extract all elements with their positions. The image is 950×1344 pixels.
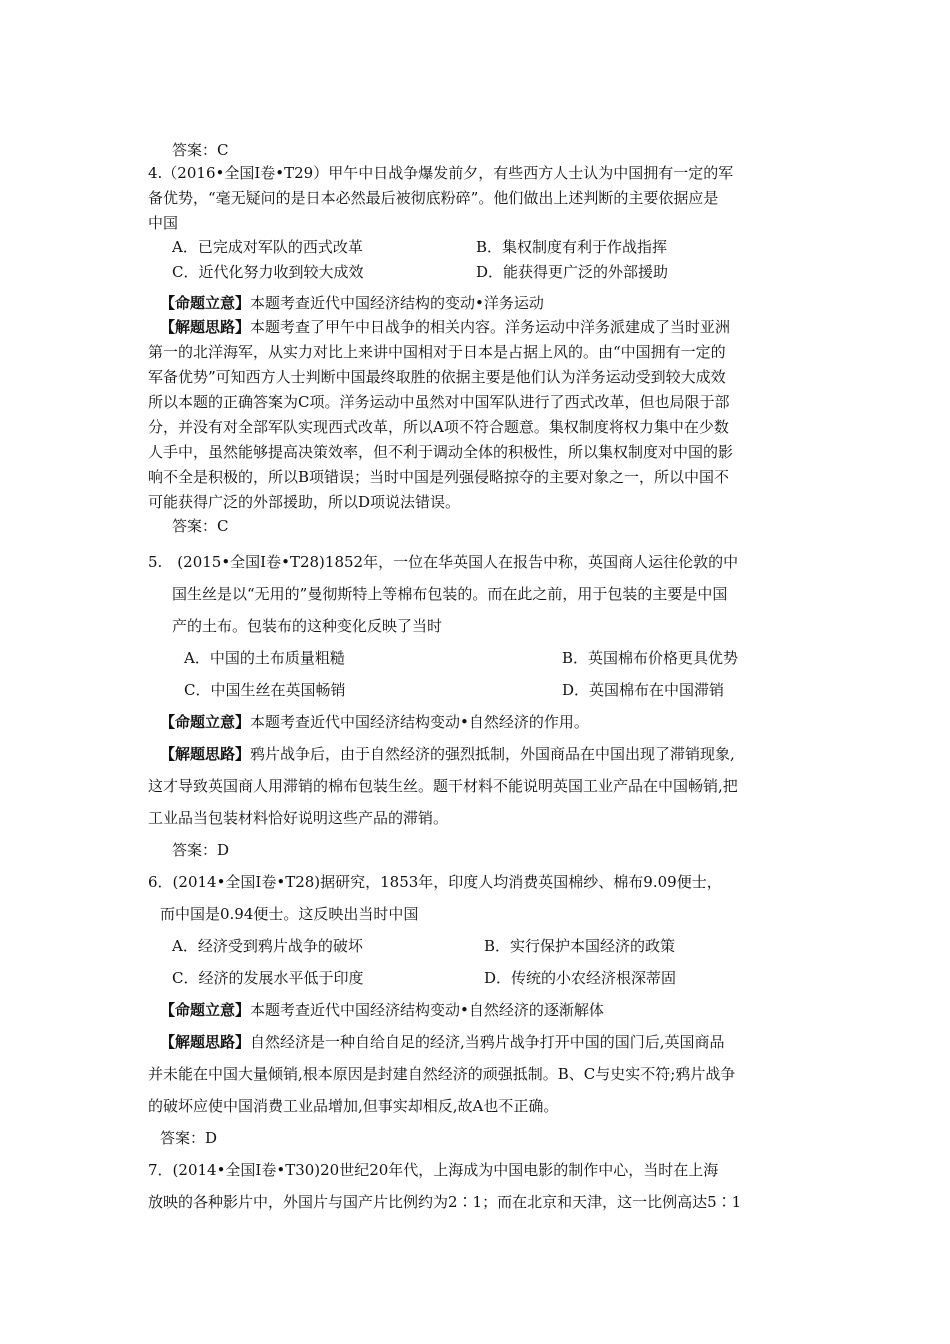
q4-stem-line: 备优势，“毫无疑问的是日本必然最后被彻底粉碎”。他们做出上述判断的主要依据应是 [148, 189, 719, 207]
q4-option-a: A．已完成对军队的西式改革 [172, 238, 363, 256]
q6-stem-line: 而中国是0.94便士。这反映出当时中国 [160, 905, 419, 923]
q4-thinking-line: 军备优势”可知西方人士判断中国最终取胜的依据主要是他们认为洋务运动受到较大成效 [148, 368, 726, 386]
q5-answer: 答案：D [172, 841, 230, 859]
q6-option-a: A．经济受到鸦片战争的破坏 [172, 937, 363, 955]
q7-stem-line: 7．(2014•全国Ⅰ卷•T30)20世纪20年代，上海成为中国电影的制作中心，当时在上海 [148, 1161, 719, 1179]
q4-thinking-line: 人手中，虽然能够提高决策效率，但不利于调动全体的积极性，所以集权制度对中国的影 [148, 443, 734, 461]
q6-option-d: D．传统的小农经济根深蒂固 [484, 969, 677, 987]
q4-thinking-line: 可能获得广泛的外部援助，所以D项说法错误。 [148, 493, 461, 511]
q7-stem-line: 放映的各种影片中，外国片与国产片比例约为2∶1；而在北京和天津，这一比例高达5∶1 [148, 1193, 742, 1211]
q4-option-c: C．近代化努力收到较大成效 [172, 263, 364, 281]
q4-intent [160, 293, 544, 313]
intent-label: 【命题立意】 [160, 713, 251, 731]
q5-option-c: C．中国生丝在英国畅销 [184, 681, 346, 699]
q4-answer: 答案：C [172, 517, 229, 535]
intent-text: 本题考查近代中国经济结构变动•自然经济的作用。 [250, 713, 589, 731]
q5-stem-line: 国生丝是以“无用的”曼彻斯特上等棉布包装的。而在此之前，用于包装的主要是中国 [172, 585, 728, 603]
q4-thinking-line: 响不全是积极的，所以B项错误；当时中国是列强侵略掠夺的主要对象之一，所以中国不 [148, 468, 730, 486]
q4-thinking-line: 第一的北洋海军，从实力对比上来讲中国相对于日本是占据上风的。由“中国拥有一定的 [148, 343, 726, 361]
thinking-text: 鸦片战争后，由于自然经济的强烈抵制，外国商品在中国出现了滞销现象, [250, 745, 735, 763]
q5-option-b: B．英国棉布价格更具优势 [562, 649, 739, 667]
thinking-label: 【解题思路】 [160, 745, 251, 763]
q6-thinking-line: 的破坏应使中国消费工业品增加,但事实却相反,故A也不正确。 [148, 1097, 559, 1115]
intent-text: 本题考查近代中国经济结构变动•自然经济的逐渐解体 [250, 1001, 604, 1019]
q4-stem-line: 4.（2016•全国Ⅰ卷•T29）甲午中日战争爆发前夕，有些西方人士认为中国拥有一定的军 [148, 164, 734, 182]
q5-stem-line: 产的土布。包装布的这种变化反映了当时 [172, 617, 443, 635]
answer-3: 答案：C [172, 141, 229, 159]
thinking-text: 自然经济是一种自给自足的经济,当鸦片战争打开中国的国门后,英国商品 [250, 1033, 725, 1051]
intent-label: 【命题立意】 [160, 294, 251, 312]
intent-label: 【命题立意】 [160, 1001, 251, 1019]
q6-option-b: B．实行保护本国经济的政策 [484, 937, 676, 955]
q5-thinking-line: 这才导致英国商人用滞销的棉布包装生丝。题干材料不能说明英国工业产品在中国畅销,把 [148, 777, 738, 795]
q5-thinking [160, 744, 735, 764]
q4-option-b: B．集权制度有利于作战指挥 [476, 238, 668, 256]
intent-text: 本题考查近代中国经济结构的变动•洋务运动 [250, 294, 544, 312]
q6-stem-line: 6．(2014•全国Ⅰ卷•T28)据研究，1853年，印度人均消费英国棉纱、棉布9.09便士， [148, 873, 722, 891]
q5-option-d: D．英国棉布在中国滞销 [562, 681, 725, 699]
q4-thinking [160, 317, 730, 337]
q6-thinking [160, 1032, 725, 1052]
q5-intent [160, 712, 589, 732]
q5-stem-line: 5. (2015•全国Ⅰ卷•T28)1852年，一位在华英国人在报告中称，英国商人运往伦敦的中 [148, 553, 739, 571]
q6-intent [160, 1000, 604, 1020]
thinking-text: 本题考查了甲午中日战争的相关内容。洋务运动中洋务派建成了当时亚洲 [250, 318, 731, 336]
q6-thinking-line: 并未能在中国大量倾销,根本原因是封建自然经济的顽强抵制。B、C与史实不符;鸦片战争 [148, 1065, 736, 1083]
q4-thinking-line: 所以本题的正确答案为C项。洋务运动中虽然对中国军队进行了西式改革，但也局限于部 [148, 393, 730, 411]
thinking-label: 【解题思路】 [160, 318, 251, 336]
q6-answer: 答案：D [160, 1129, 218, 1147]
q5-option-a: A．中国的土布质量粗糙 [184, 649, 345, 667]
q5-thinking-line: 工业品当包装材料恰好说明这些产品的滞销。 [148, 809, 449, 827]
q6-option-c: C．经济的发展水平低于印度 [172, 969, 364, 987]
q4-thinking-line: 分，并没有对全部军队实现西式改革，所以A项不符合题意。集权制度将权力集中在少数 [148, 418, 729, 436]
q4-option-d: D．能获得更广泛的外部援助 [476, 263, 669, 281]
q4-stem-line: 中国 [148, 214, 179, 232]
thinking-label: 【解题思路】 [160, 1033, 251, 1051]
